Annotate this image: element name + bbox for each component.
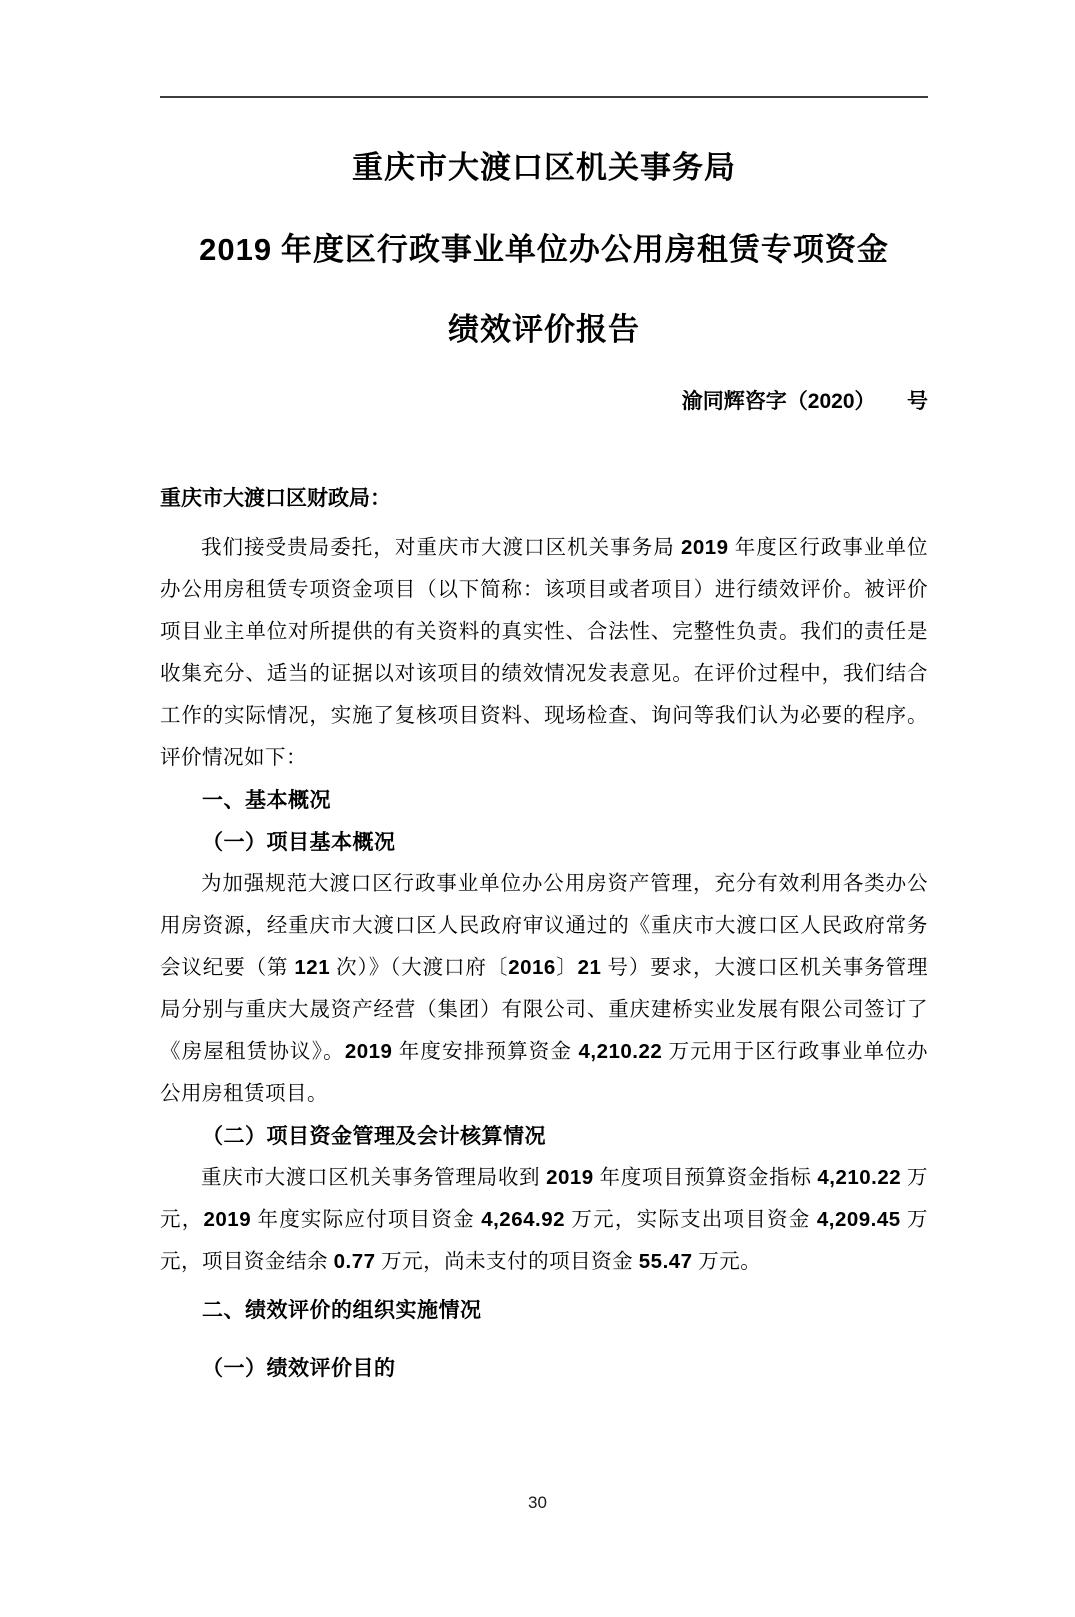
- document-page: [0, 96, 1075, 1617]
- heading-sub-1-2: （二）项目资金管理及会计核算情况: [202, 1124, 546, 1148]
- paragraph-project-overview: 为加强规范大渡口区行政事业单位办公用房资产管理，充分有效利用各类办公用房资源，经重庆市大渡口区人民政府审议通过的《重庆市大渡口区人民政府常务会议纪要（第 121 次）》（大渡口府〔2016〕21 号）要求，大渡口区机关事务管理局分别与重庆大晟资产经营（集团）有限公司、重庆建桥实业发展有限公司签订了《房屋租赁协议》。2019 年度安排预算资金 4,210.22 万元用于区行政事业单位办公用房租赁项目。: [160, 873, 929, 1105]
- doc-reference-number: 渝同辉咨字（2020） 号: [681, 389, 928, 413]
- header-rule-divider: [160, 96, 928, 98]
- paragraph-intro: 我们接受贵局委托，对重庆市大渡口区机关事务局 2019 年度区行政事业单位办公用房租赁专项资金项目（以下简称：该项目或者项目）进行绩效评价。被评价项目业主单位对所提供的有关资料的真实性、合法性、完整性负责。我们的责任是收集充分、适当的证据以对该项目的绩效情况发表意见。在评价过程中，我们结合工作的实际情况，实施了复核项目资料、现场检查、询问等我们认为必要的程序。评价情况如下：: [160, 536, 929, 769]
- heading-section-2: 二、绩效评价的组织实施情况: [202, 1298, 482, 1322]
- paragraph-fund-management: 重庆市大渡口区机关事务管理局收到 2019 年度项目预算资金指标 4,210.22 万元，2019 年度实际应付项目资金 4,264.92 万元，实际支出项目资金 4,209.45 万元，项目资金结余 0.77 万元，尚未支付的项目资金 55.47 万元。: [160, 1166, 929, 1273]
- salutation-addressee: 重庆市大渡口区财政局：: [160, 486, 391, 510]
- page-number: 30: [528, 1493, 547, 1512]
- heading-sub-1-1: （一）项目基本概况: [202, 830, 396, 854]
- heading-section-1: 一、基本概况: [202, 788, 331, 812]
- doc-title-line-1: 重庆市大渡口区机关事务局: [352, 150, 736, 185]
- heading-sub-2-1: （一）绩效评价目的: [202, 1356, 396, 1380]
- doc-title-line-2: 2019 年度区行政事业单位办公用房租赁专项资金: [199, 232, 889, 267]
- page-content: [0, 96, 1075, 1389]
- doc-title-line-3: 绩效评价报告: [448, 312, 640, 347]
